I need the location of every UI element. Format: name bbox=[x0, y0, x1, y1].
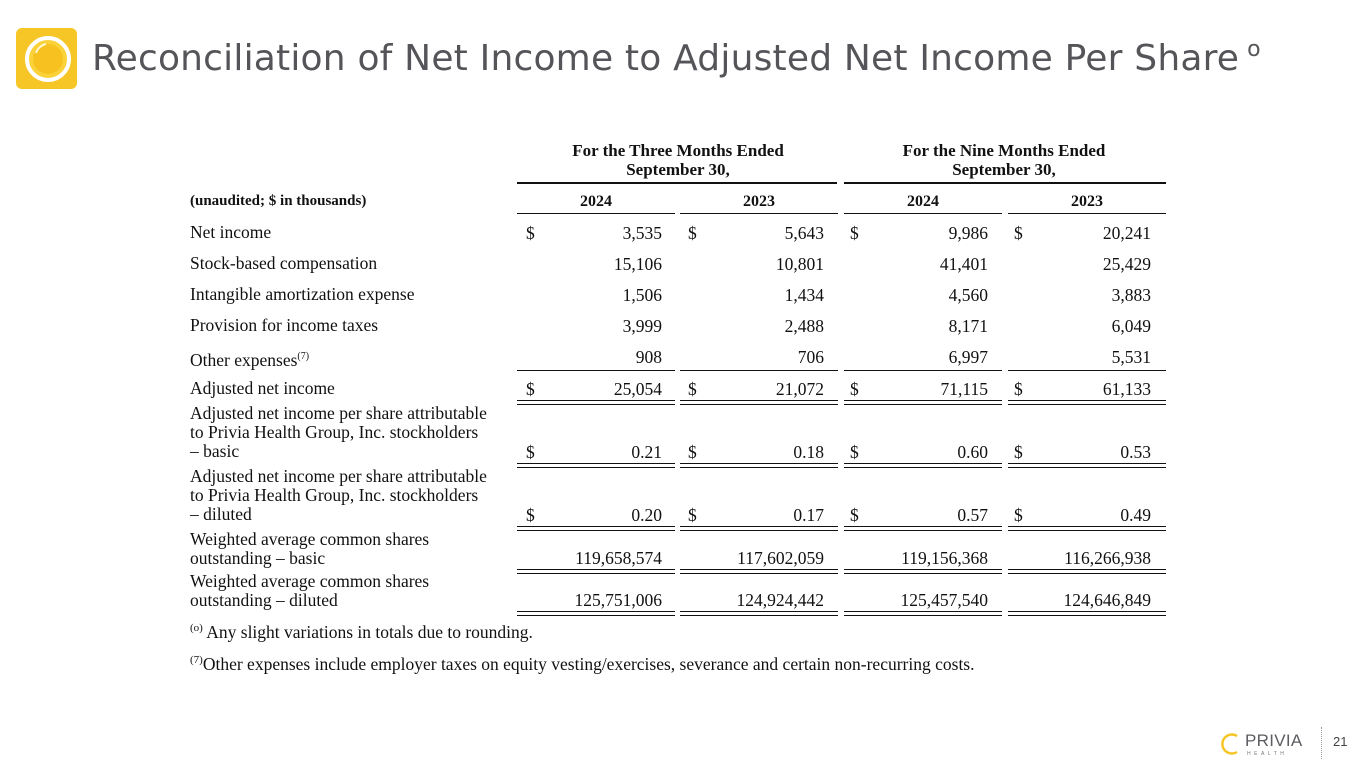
table-cell: 125,457,540 bbox=[900, 590, 988, 610]
subtotal-rule bbox=[1008, 370, 1166, 371]
dollar-sign: $ bbox=[850, 223, 859, 243]
table-cell: 9,986 bbox=[948, 223, 988, 243]
period-header-line: For the Three Months Ended bbox=[572, 141, 784, 160]
row-label-line: Adjusted net income per share attributable bbox=[190, 403, 487, 423]
table-cell: 119,658,574 bbox=[575, 548, 662, 568]
year-rule bbox=[844, 213, 1002, 214]
reconciliation-table bbox=[190, 140, 1166, 620]
footer-divider bbox=[1321, 727, 1322, 759]
table-cell: 25,429 bbox=[1102, 254, 1151, 274]
total-double-rule bbox=[680, 569, 838, 574]
row-label-line: – basic bbox=[190, 441, 240, 461]
table-cell: 71,115 bbox=[940, 379, 988, 399]
table-cell: 4,560 bbox=[948, 285, 988, 305]
dollar-sign: $ bbox=[526, 505, 535, 525]
row-label-shares-basic bbox=[190, 530, 429, 568]
privia-health-logo bbox=[1219, 731, 1311, 759]
total-double-rule bbox=[844, 526, 1002, 531]
row-label-eps-basic bbox=[190, 404, 487, 461]
footnote-rounding bbox=[190, 622, 533, 643]
dollar-sign: $ bbox=[688, 223, 697, 243]
year-rule bbox=[517, 213, 675, 214]
total-double-rule bbox=[1008, 400, 1166, 405]
total-double-rule bbox=[844, 400, 1002, 405]
table-cell: 119,156,368 bbox=[901, 548, 988, 568]
table-cell: 3,999 bbox=[622, 316, 662, 336]
dollar-sign: $ bbox=[1014, 223, 1023, 243]
brand-name: PRIVIA bbox=[1245, 731, 1303, 750]
dollar-sign: $ bbox=[1014, 379, 1023, 399]
table-cell: 0.20 bbox=[631, 505, 662, 525]
table-cell: 0.57 bbox=[957, 505, 988, 525]
period-header-line: For the Nine Months Ended bbox=[902, 141, 1106, 160]
table-cell: 0.18 bbox=[793, 442, 824, 462]
table-cell: 21,072 bbox=[775, 379, 824, 399]
row-label-line: Weighted average common shares bbox=[190, 529, 430, 549]
table-cell: 3,883 bbox=[1111, 285, 1151, 305]
row-label-line: outstanding – diluted bbox=[190, 590, 338, 610]
dollar-sign: $ bbox=[526, 379, 535, 399]
privia-ring-icon bbox=[1219, 731, 1245, 757]
page-number: 21 bbox=[1333, 734, 1348, 749]
dollar-sign: $ bbox=[526, 223, 535, 243]
total-double-rule bbox=[1008, 611, 1166, 616]
table-cell: 0.17 bbox=[793, 505, 824, 525]
table-cell: 1,506 bbox=[622, 285, 662, 305]
period-header-line: September 30, bbox=[626, 160, 730, 179]
row-label-line: Weighted average common shares bbox=[190, 571, 430, 591]
table-cell: 124,924,442 bbox=[736, 590, 824, 610]
table-cell: 6,049 bbox=[1111, 316, 1151, 336]
circle-logo-icon bbox=[16, 28, 77, 89]
dollar-sign: $ bbox=[526, 442, 535, 462]
year-rule bbox=[1008, 213, 1166, 214]
year-header: 2024 bbox=[580, 193, 612, 210]
footnote-ref: (7) bbox=[297, 351, 310, 362]
subtotal-rule bbox=[844, 370, 1002, 371]
page-title-superscript: o bbox=[1247, 37, 1261, 62]
table-cell: 3,535 bbox=[622, 223, 662, 243]
footnote-text: Other expenses include employer taxes on equity vesting/exercises, severance and certain non-recurring costs. bbox=[202, 654, 975, 674]
period-header-nine-months bbox=[844, 141, 1164, 179]
dollar-sign: $ bbox=[850, 442, 859, 462]
total-double-rule bbox=[1008, 569, 1166, 574]
dollar-sign: $ bbox=[1014, 442, 1023, 462]
table-cell: 61,133 bbox=[1102, 379, 1151, 399]
dollar-sign: $ bbox=[850, 505, 859, 525]
table-cell: 41,401 bbox=[939, 254, 988, 274]
table-cell: 6,997 bbox=[948, 347, 988, 367]
table-cell: 0.53 bbox=[1120, 442, 1151, 462]
table-cell: 5,531 bbox=[1111, 347, 1151, 367]
total-double-rule bbox=[680, 526, 838, 531]
privia-logo-badge bbox=[16, 28, 77, 89]
row-label-other-expenses bbox=[190, 347, 309, 370]
row-label-line: Adjusted net income per share attributable bbox=[190, 466, 487, 486]
subtotal-rule bbox=[680, 370, 838, 371]
row-label-intangible-amortization: Intangible amortization expense bbox=[190, 284, 415, 304]
row-label-shares-diluted bbox=[190, 572, 429, 610]
total-double-rule bbox=[517, 526, 675, 531]
table-cell: 1,434 bbox=[784, 285, 824, 305]
row-label-line: – diluted bbox=[190, 504, 252, 524]
subtotal-rule bbox=[517, 370, 675, 371]
total-double-rule bbox=[517, 400, 675, 405]
row-label-text: Other expenses bbox=[190, 349, 298, 370]
dollar-sign: $ bbox=[688, 442, 697, 462]
table-cell: 8,171 bbox=[948, 316, 988, 336]
row-label-line: to Privia Health Group, Inc. stockholders bbox=[190, 422, 479, 442]
row-label-line: outstanding – basic bbox=[190, 548, 326, 568]
page-title-text: Reconciliation of Net Income to Adjusted Net Income Per Share bbox=[92, 38, 1240, 79]
footnote-other-expenses bbox=[190, 654, 975, 675]
dollar-sign: $ bbox=[688, 379, 697, 399]
footnote-marker: (o) bbox=[190, 622, 203, 635]
total-double-rule bbox=[517, 463, 675, 468]
dollar-sign: $ bbox=[1014, 505, 1023, 525]
row-label-eps-diluted bbox=[190, 467, 487, 524]
table-cell: 117,602,059 bbox=[737, 548, 824, 568]
table-cell: 908 bbox=[635, 347, 662, 367]
brand-tagline: HEALTH bbox=[1247, 751, 1288, 757]
year-header: 2024 bbox=[907, 193, 939, 210]
table-cell: 15,106 bbox=[613, 254, 662, 274]
table-cell: 20,241 bbox=[1102, 223, 1151, 243]
row-label-provision-income-taxes: Provision for income taxes bbox=[190, 315, 379, 335]
row-label-stock-based-compensation: Stock-based compensation bbox=[190, 253, 378, 273]
table-cell: 10,801 bbox=[775, 254, 824, 274]
table-cell: 2,488 bbox=[784, 316, 824, 336]
total-double-rule bbox=[844, 569, 1002, 574]
total-double-rule bbox=[680, 611, 838, 616]
table-cell: 124,646,849 bbox=[1063, 590, 1151, 610]
total-double-rule bbox=[680, 400, 838, 405]
table-cell: 125,751,006 bbox=[574, 590, 662, 610]
year-header: 2023 bbox=[743, 193, 775, 210]
table-cell: 0.21 bbox=[631, 442, 662, 462]
table-cell: 706 bbox=[797, 347, 824, 367]
table-cell: 5,643 bbox=[784, 223, 824, 243]
period-header-three-months bbox=[518, 141, 838, 179]
header-rule bbox=[844, 182, 1166, 184]
footnote-marker: (7) bbox=[190, 654, 203, 667]
units-label: (unaudited; $ in thousands) bbox=[190, 193, 367, 209]
total-double-rule bbox=[517, 569, 675, 574]
total-double-rule bbox=[844, 611, 1002, 616]
header-rule bbox=[517, 182, 837, 184]
total-double-rule bbox=[1008, 463, 1166, 468]
total-double-rule bbox=[680, 463, 838, 468]
footnote-text: Any slight variations in totals due to rounding. bbox=[206, 622, 533, 642]
dollar-sign: $ bbox=[850, 379, 859, 399]
total-double-rule bbox=[517, 611, 675, 616]
period-header-line: September 30, bbox=[952, 160, 1056, 179]
year-rule bbox=[680, 213, 838, 214]
table-cell: 0.49 bbox=[1120, 505, 1151, 525]
row-label-adjusted-net-income: Adjusted net income bbox=[190, 378, 335, 398]
year-header: 2023 bbox=[1071, 193, 1103, 210]
table-cell: 0.60 bbox=[957, 442, 988, 462]
row-label-net-income: Net income bbox=[190, 222, 272, 242]
row-label-line: to Privia Health Group, Inc. stockholders bbox=[190, 485, 479, 505]
total-double-rule bbox=[1008, 526, 1166, 531]
page-title bbox=[92, 38, 1261, 79]
table-cell: 116,266,938 bbox=[1064, 548, 1151, 568]
dollar-sign: $ bbox=[688, 505, 697, 525]
table-cell: 25,054 bbox=[613, 379, 662, 399]
total-double-rule bbox=[844, 463, 1002, 468]
